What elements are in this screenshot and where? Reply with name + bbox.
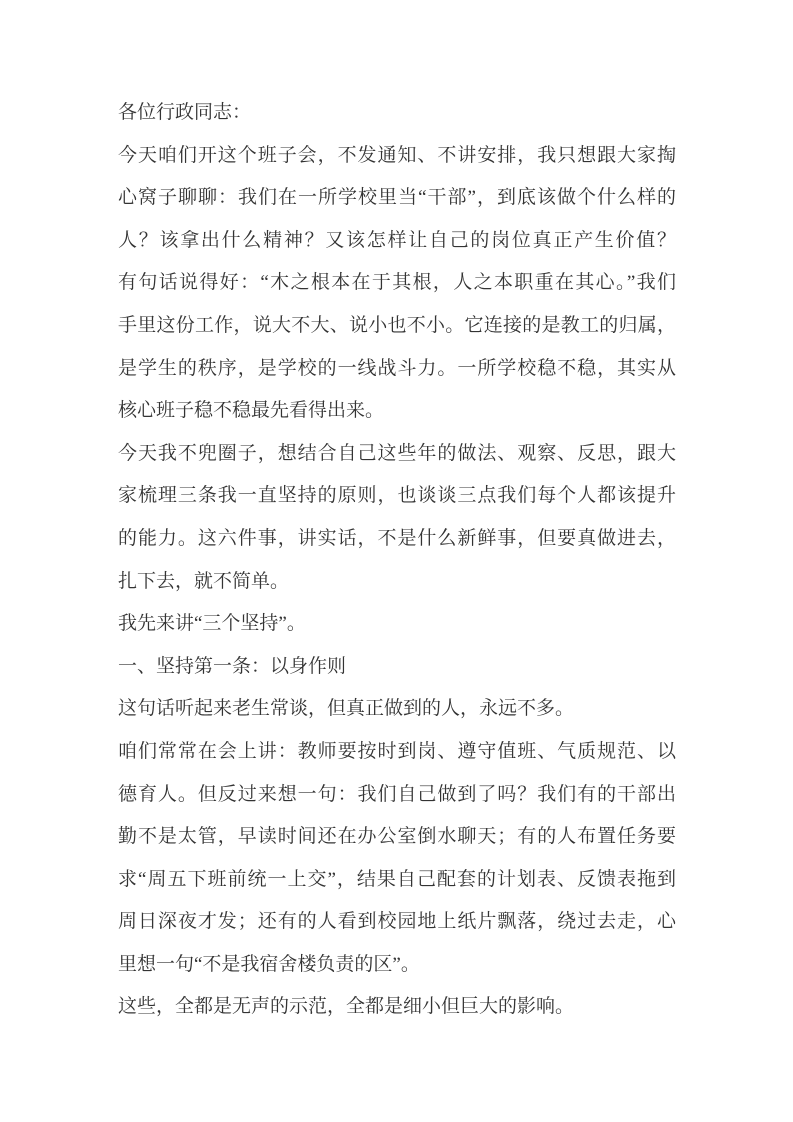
paragraph — [118, 731, 676, 987]
text-line: 勤不是太管，早读时间还在办公室倒水聊天；有的人布置任务要 — [118, 826, 676, 848]
text-line: 求“周五下班前统一上交”，结果自己配套的计划表、反馈表拖到 — [118, 868, 676, 890]
text-line: 核心班子稳不稳最先看得出来。 — [118, 400, 385, 422]
text-line: 手里这份工作，说大不大、说小也不小。它连接的是教工的归属， — [118, 314, 676, 336]
text-line: 扎下去，就不简单。 — [118, 570, 290, 592]
text-line: 德育人。但反过来想一句：我们自己做到了吗？我们有的干部出 — [118, 783, 676, 805]
text-line: 今天我不兜圈子，想结合自己这些年的做法、观察、反思，跟大 — [118, 442, 676, 464]
text-line: 家梳理三条我一直坚持的原则，也谈谈三点我们每个人都该提升 — [118, 485, 676, 507]
text-line: 咱们常常在会上讲：教师要按时到岗、遵守值班、气质规范、以 — [118, 740, 676, 762]
text-line: 周日深夜才发；还有的人看到校园地上纸片飘落，绕过去走，心 — [118, 911, 676, 933]
text-line: 这些，全都是无声的示范，全都是细小但巨大的影响。 — [118, 996, 575, 1018]
document-body — [118, 92, 676, 1029]
text-line: 是学生的秩序，是学校的一线战斗力。一所学校稳不稳，其实从 — [118, 357, 676, 379]
text-line: 里想一句“不是我宿舍楼负责的区”。 — [118, 953, 420, 975]
paragraph — [118, 603, 676, 646]
paragraph — [118, 688, 676, 731]
text-line: 一、坚持第一条：以身作则 — [118, 655, 347, 677]
text-line: 有句话说得好：“木之根本在于其根，人之本职重在其心。”我们 — [118, 272, 676, 294]
text-line: 这句话听起来老生常谈，但真正做到的人，永远不多。 — [118, 698, 575, 720]
paragraph — [118, 986, 676, 1029]
paragraph — [118, 92, 676, 135]
text-line: 的能力。这六件事，讲实话，不是什么新鲜事，但要真做进去， — [118, 527, 676, 549]
paragraph — [118, 646, 676, 689]
text-line: 我先来讲“三个坚持”。 — [118, 613, 306, 635]
text-line: 各位行政同志： — [118, 102, 252, 123]
text-line: 人？该拿出什么精神？又该怎样让自己的岗位真正产生价值？ — [118, 229, 676, 251]
text-line: 今天咱们开这个班子会，不发通知、不讲安排，我只想跟大家掏 — [118, 144, 676, 166]
paragraph — [118, 135, 676, 433]
text-line: 心窝子聊聊：我们在一所学校里当“干部”，到底该做个什么样的 — [118, 187, 676, 209]
paragraph — [118, 433, 676, 603]
